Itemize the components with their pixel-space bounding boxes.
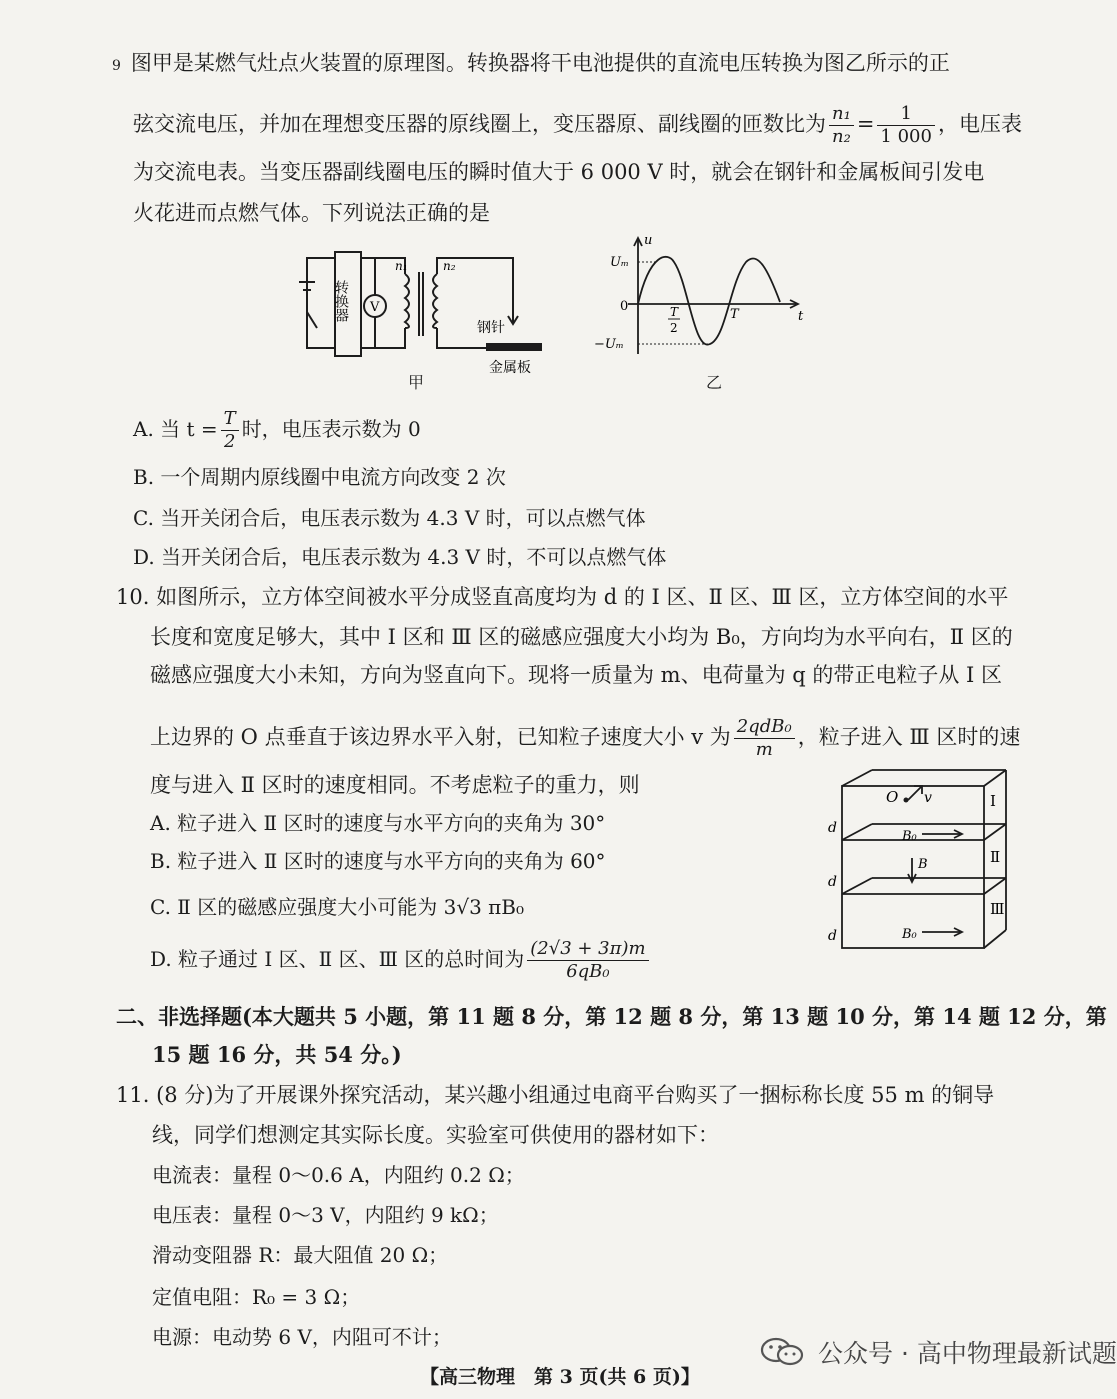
caption-yi: 乙 — [706, 373, 723, 392]
sine-curve — [638, 257, 780, 345]
needle-label: 钢针 — [477, 320, 505, 336]
q9-line1: 9 图甲是某燃气灶点火装置的原理图。转换器将干电池提供的直流电压转换为图乙所示的正 — [112, 51, 950, 75]
q11-line1: 11. (8 分)为了开展课外探究活动，某兴趣小组通过电商平台购买了一捆标称长度 55 m 的铜导 — [116, 1083, 995, 1107]
q10-line2: 长度和宽度足够大，其中 Ⅰ 区和 Ⅲ 区的磁感应强度大小均为 B₀，方向均为水平向右，Ⅱ 区的 — [150, 625, 1013, 649]
q11-item-resistor: 定值电阻：R₀ = 3 Ω； — [152, 1285, 361, 1309]
q9-line4: 火花进而点燃气体。下列说法正确的是 — [133, 201, 490, 225]
svg-text:B₀: B₀ — [902, 829, 917, 844]
sine-wave-graph-yi — [590, 232, 810, 362]
svg-text:t: t — [798, 309, 804, 324]
svg-text:n₁: n₁ — [395, 259, 408, 273]
svg-text:0: 0 — [620, 299, 629, 314]
wechat-watermark: 公众号 · 高中物理最新试题 — [760, 1334, 1117, 1370]
cube-field-diagram — [826, 766, 1012, 956]
svg-text:d: d — [828, 874, 837, 890]
svg-text:d: d — [828, 820, 837, 836]
q9-marker: 9 — [112, 58, 121, 74]
q9-option-b: B. 一个周期内原线圈中电流方向改变 2 次 — [133, 465, 506, 489]
turns-ratio-fraction: $\frac{\text{n₁}}{\text{n₂}}$ — [829, 103, 854, 148]
q10-line5: 度与进入 Ⅱ 区时的速度相同。不考虑粒子的重力，则 — [150, 773, 640, 797]
q10-line4: 上边界的 O 点垂直于该边界水平入射，已知粒子速度大小 v 为 $\frac{\text{2qdB₀}}{m}$ ，粒子进入 Ⅲ 区时的速 — [150, 716, 1021, 760]
q11-line2: 线，同学们想测定其实际长度。实验室可供使用的器材如下： — [152, 1123, 719, 1147]
q10-line3: 磁感应强度大小未知，方向为竖直向下。现将一质量为 m、电荷量为 q 的带正电粒子从 Ⅰ 区 — [150, 663, 1003, 687]
voltmeter-label: V — [370, 300, 380, 315]
svg-text:B₀: B₀ — [902, 927, 917, 942]
svg-text:O: O — [886, 788, 899, 806]
svg-text:Ⅲ: Ⅲ — [990, 900, 1005, 918]
page-footer: 【高三物理 第 3 页(共 6 页)】 — [420, 1366, 700, 1388]
q9-option-a: A. 当 t = $\frac{T}{2}$ 时，电压表示数为 0 — [133, 408, 421, 452]
q10-option-d: D. 粒子通过 Ⅰ 区、Ⅱ 区、Ⅲ 区的总时间为 $\frac{(2√3 + 3\pi)m}{\text{6qB₀}}$ — [150, 938, 652, 983]
q10-line1: 10. 如图所示，立方体空间被水平分成竖直高度均为 d 的 Ⅰ 区、Ⅱ 区、Ⅲ 区，立方体空间的水平 — [116, 585, 1009, 609]
q9-option-d: D. 当开关闭合后，电压表示数为 4.3 V 时，不可以点燃气体 — [133, 545, 667, 569]
circuit-diagram-jia — [295, 240, 555, 390]
svg-text:Ⅱ: Ⅱ — [990, 848, 1001, 866]
converter-label: 转换器 — [333, 280, 349, 322]
svg-text:B: B — [918, 857, 928, 872]
q10-option-a: A. 粒子进入 Ⅱ 区时的速度与水平方向的夹角为 30° — [150, 811, 606, 835]
svg-text:u: u — [644, 233, 653, 248]
q11-item-ammeter: 电流表：量程 0～0.6 A，内阻约 0.2 Ω； — [152, 1163, 525, 1187]
q11-item-rheostat: 滑动变阻器 R：最大阻值 20 Ω； — [152, 1243, 449, 1267]
turns-ratio-value: $\frac{1}{1 000}$ — [877, 103, 935, 148]
section2-line2: 15 题 16 分，共 54 分。) — [152, 1042, 402, 1067]
wechat-icon — [760, 1337, 804, 1367]
q9-option-c: C. 当开关闭合后，电压表示数为 4.3 V 时，可以点燃气体 — [133, 506, 646, 530]
svg-text:n₂: n₂ — [443, 259, 456, 273]
q9-line2: 弦交流电压，并加在理想变压器的原线圈上，变压器原、副线圈的匝数比为 $\frac{\text{n₁}}{\text{n₂}}$ = $\frac{1}{1 000}$ ，电压表 — [133, 103, 1022, 147]
q11-item-source: 电源：电动势 6 V，内阻可不计； — [152, 1325, 452, 1349]
plate-label: 金属板 — [489, 360, 531, 376]
svg-text:Ⅰ: Ⅰ — [990, 792, 996, 810]
q9-line3: 为交流电表。当变压器副线圈电压的瞬时值大于 6 000 V 时，就会在钢针和金属板间引发电 — [133, 160, 985, 184]
svg-text:v: v — [924, 790, 932, 806]
caption-jia: 甲 — [408, 373, 425, 392]
svg-text:2: 2 — [670, 321, 678, 335]
svg-text:d: d — [828, 928, 837, 944]
svg-text:−Uₘ: −Uₘ — [594, 337, 624, 352]
svg-text:Uₘ: Uₘ — [610, 255, 629, 270]
q10-option-c: C. Ⅱ 区的磁感应强度大小可能为 3√3 πB₀ — [150, 895, 525, 919]
q11-item-voltmeter: 电压表：量程 0～3 V，内阻约 9 kΩ； — [152, 1203, 499, 1227]
svg-text:T: T — [670, 305, 679, 319]
svg-text:T: T — [730, 307, 739, 322]
section2-line1: 二、非选择题(本大题共 5 小题，第 11 题 8 分，第 12 题 8 分，第 13 题 10 分，第 14 题 12 分，第 — [116, 1004, 1107, 1029]
q10-option-b: B. 粒子进入 Ⅱ 区时的速度与水平方向的夹角为 60° — [150, 849, 606, 873]
